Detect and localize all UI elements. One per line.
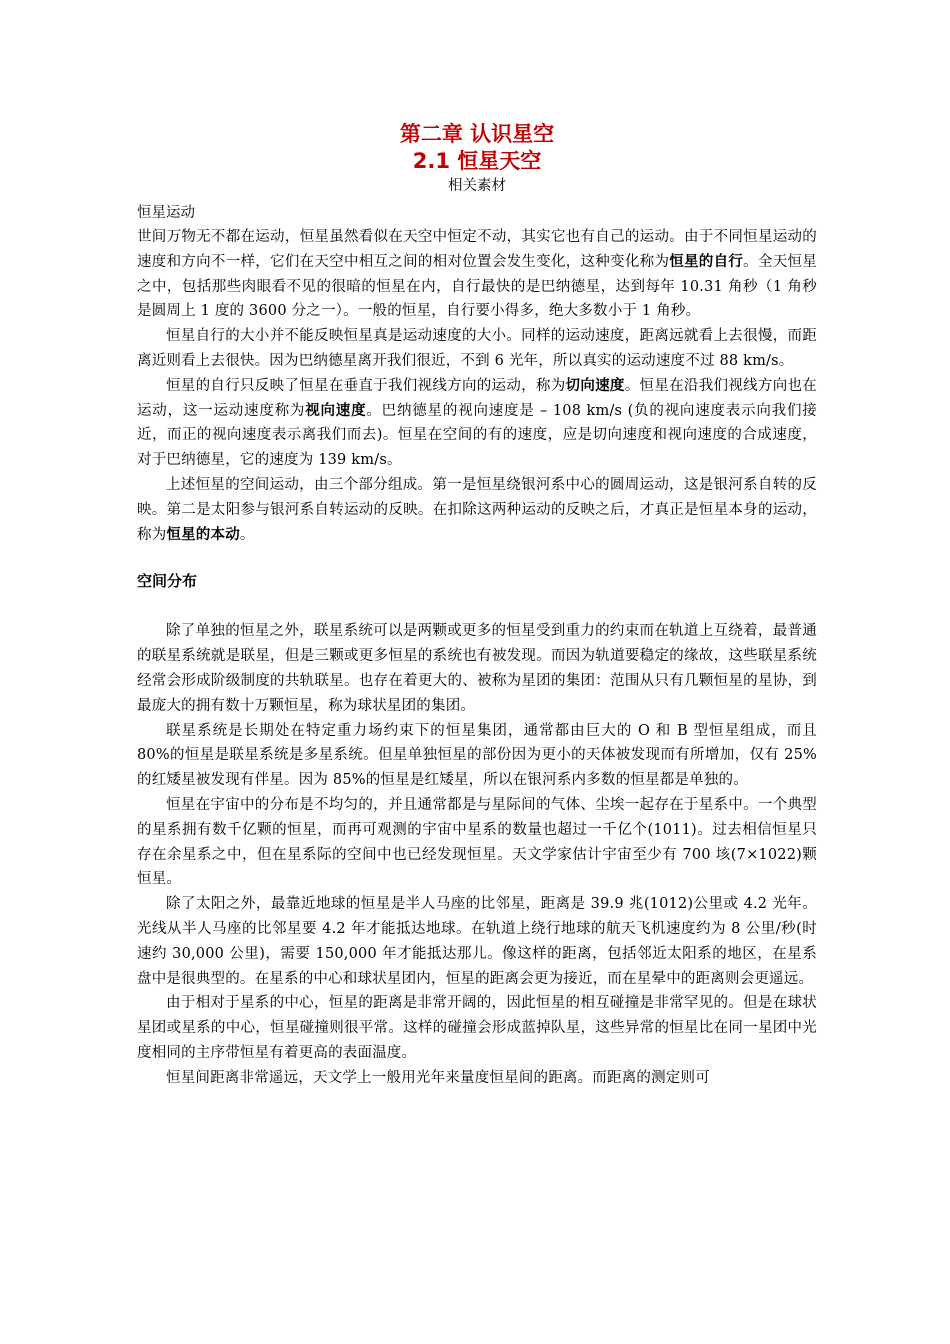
bold-term: 切向速度: [565, 377, 625, 394]
section-title: 2.1 恒星天空: [412, 149, 542, 173]
paragraph: 上述恒星的空间运动，由三个部分组成。第一是恒星绕银河系中心的圆周运动，这是银河系自转的反映。第二是太阳参与银河系自转运动的反映。在扣除这两种运动的反映之后，才真正是恒星本身的运动，称为恒星的本动。: [137, 476, 817, 543]
paragraph: 除了单独的恒星之外，联星系统可以是两颗或更多的恒星受到重力的约束而在轨道上互绕着，最普通的联星系统就是联星，但是三颗或更多恒星的系统也有被发现。而因为轨道要稳定的缘故，这些联星系统经常会形成阶级制度的共轨联星。也存在着更大的、被称为星团的集团：范围从只有几颗恒星的星协，到最庞大的拥有数十万颗恒星，称为球状星团的集团。: [137, 623, 817, 714]
bold-term: 恒星的自行: [669, 253, 744, 270]
paragraph: 恒星的自行只反映了恒星在垂直于我们视线方向的运动，称为切向速度。恒星在沿我们视线方向也在运动，这一运动速度称为视向速度。巴纳德星的视向速度是 – 108 km/s (负的视向速度表示向我们接近，而正的视向速度表示离我们而去)。恒星在空间的有的速度，应是切向速度和视向速度的合成速度，对于巴纳德星，它的速度为 139 km/s。: [137, 377, 817, 469]
paragraph: 除了太阳之外，最靠近地球的恒星是半人马座的比邻星，距离是 39.9 兆(1012)公里或 4.2 光年。光线从半人马座的比邻星要 4.2 年才能抵达地球。在轨道上绕行地球的航天飞机速度约为 8 公里/秒(时速约 30,000 公里)，需要 150,000 年才能抵达那儿。像这样的距离，包括邻近太阳系的地区，在星系盘中是很典型的。在星系的中心和球状星团内，恒星的距离会更为接近，而在星晕中的距离则会更遥远。: [137, 896, 817, 987]
paragraph: 恒星在宇宙中的分布是不均匀的，并且通常都是与星际间的气体、尘埃一起存在于星系中。一个典型的星系拥有数千亿颗的恒星，而再可观测的宇宙中星系的数量也超过一千亿个(1011)。过去相信恒星只存在余星系之中，但在星系际的空间中也已经发现恒星。天文学家估计宇宙至少有 700 垓(7×1022)颗恒星。: [137, 796, 817, 888]
document-page: [137, 121, 817, 1091]
section-heading-spatial-distribution: 空间分布: [137, 572, 198, 591]
subtitle: 相关素材: [448, 178, 506, 194]
bold-term: 恒星的本动: [166, 526, 240, 543]
paragraph: 由于相对于星系的中心，恒星的距离是非常开阔的，因此恒星的相互碰撞是非常罕见的。但是在球状星团或星系的中心，恒星碰撞则很平常。这样的碰撞会形成蓝掉队星，这些异常的恒星比在同一星团中光度相同的主序带恒星有着更高的表面温度。: [137, 995, 817, 1061]
paragraph: 联星系统是长期处在特定重力场约束下的恒星集团，通常都由巨大的 O 和 B 型恒星组成，而且 80%的恒星是联星系统是多星系统。但星单独恒星的部份因为更小的天体被发现而有所增加，仅有 25%的红矮星被发现有伴星。因为 85%的恒星是红矮星，所以在银河系内多数的恒星都是单独的。: [137, 722, 817, 789]
section-label-stellar-motion: 恒星运动: [137, 205, 195, 221]
paragraph: 恒星间距离非常遥远，天文学上一般用光年来量度恒星间的距离。而距离的测定则可: [166, 1069, 710, 1086]
paragraph: 恒星自行的大小并不能反映恒星真是运动速度的大小。同样的运动速度，距离远就看上去很慢，而距离近则看上去很快。因为巴纳德星离开我们很近，不到 6 光年，所以真实的运动速度不过 88 km/s。: [137, 328, 817, 369]
bold-term: 视向速度: [305, 402, 367, 419]
chapter-title: 第二章 认识星空: [399, 122, 555, 146]
paragraph: 世间万物无不都在运动，恒星虽然看似在天空中恒定不动，其实它也有自己的运动。由于不同恒星运动的速度和方向不一样，它们在天空中相互之间的相对位置会发生变化，这种变化称为恒星的自行。全天恒星之中，包括那些肉眼看不见的很暗的恒星在内，自行最快的是巴纳德星，达到每年 10.31 角秒（1 角秒是圆周上 1 度的 3600 分之一）。一般的恒星，自行要小得多，绝大多数小于 1 角秒。: [137, 229, 817, 320]
